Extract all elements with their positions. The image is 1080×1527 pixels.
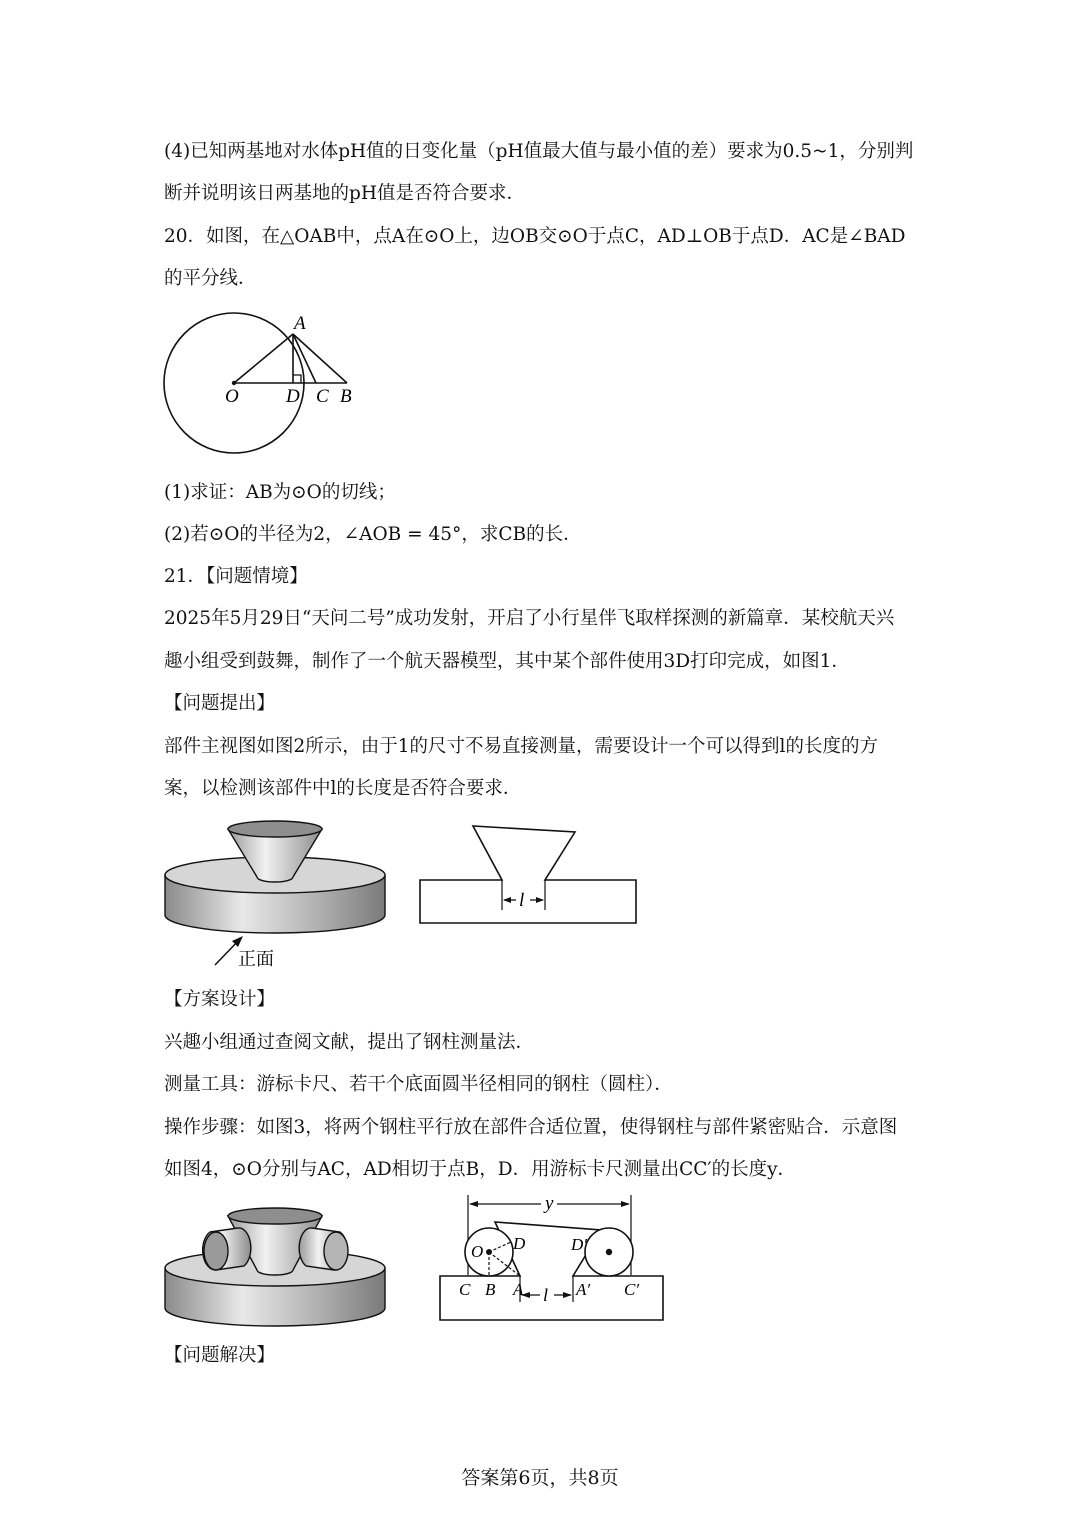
text-line-q19-4b: 断并说明该日两基地的pH值是否符合要求． — [164, 183, 525, 204]
text-line-problem-a: 部件主视图如图2所示，由于1的尺寸不易直接测量，需要设计一个可以得到l的长度的方 — [164, 736, 878, 757]
text-line-q20-2: (2)若⊙O的半径为2，∠AOB = 45°，求CB的长． — [164, 524, 582, 545]
label-c: C — [316, 386, 329, 407]
text-line-problem-b: 案，以检测该部件中l的长度是否符合要求． — [164, 778, 522, 799]
text-line-q20a: 20．如图，在△OAB中，点A在⊙O上，边OB交⊙O于点C，AD⊥OB于点D．AC是∠BAD — [164, 226, 906, 247]
figure-4-schematic — [435, 1190, 675, 1325]
label-o4: O — [471, 1242, 484, 1261]
text-line-problem-heading: 【问题提出】 — [164, 693, 276, 714]
right-cylinder-end — [324, 1232, 348, 1270]
label-ap4: A′ — [576, 1280, 591, 1299]
text-line-steps-b: 如图4，⊙O分别与AC，AD相切于点B，D．用游标卡尺测量出CC′的长度y． — [164, 1159, 797, 1180]
text-line-q21-context-a: 2025年5月29日“天问二号”成功发射，开启了小行星伴飞取样探测的新篇章．某校航天兴 — [164, 608, 895, 629]
y-arrow-left — [469, 1201, 478, 1207]
label-b: B — [340, 386, 352, 407]
segment-oa — [234, 334, 293, 383]
text-line-tools: 测量工具：游标卡尺、若干个底面圆半径相同的钢柱（圆柱）． — [164, 1074, 673, 1095]
dim-arrow-right — [536, 897, 544, 903]
figure-3-part-with-cylinders — [160, 1200, 390, 1330]
text-line-steps-a: 操作步骤：如图3，将两个钢柱平行放在部件合适位置，使得钢柱与部件紧密贴合．示意图 — [164, 1117, 898, 1138]
label-a4: A — [513, 1280, 524, 1299]
center-o — [486, 1249, 492, 1255]
label-d4: D — [513, 1234, 526, 1253]
label-b4: B — [485, 1280, 496, 1299]
y-arrow-right — [621, 1201, 630, 1207]
label-c4: C — [459, 1280, 471, 1299]
label-l4: l — [543, 1285, 549, 1305]
label-y: y — [545, 1193, 554, 1214]
text-line-q20b: 的平分线． — [164, 268, 257, 289]
text-line-solve-heading: 【问题解决】 — [164, 1345, 276, 1366]
label-l: l — [519, 890, 525, 911]
text-line-design-heading: 【方案设计】 — [164, 989, 276, 1010]
cone3-top — [228, 1208, 322, 1224]
text-line-design-a: 兴趣小组通过查阅文献，提出了钢柱测量法． — [164, 1032, 535, 1053]
label-dp4: D′ — [571, 1235, 587, 1254]
figure-2-front-view — [415, 820, 645, 930]
left-cylinder-end — [204, 1232, 228, 1270]
text-line-q21-title: 21．【问题情境】 — [164, 566, 308, 587]
label-o: O — [225, 386, 239, 407]
figure-1-part-3d — [160, 815, 390, 975]
label-cp4: C′ — [624, 1280, 640, 1299]
l-arrow-right — [563, 1292, 572, 1298]
figure-q20-circle — [150, 305, 370, 480]
label-front: 正面 — [238, 949, 274, 969]
label-a: A — [294, 313, 306, 334]
center-o-prime — [606, 1249, 612, 1255]
point-o — [232, 381, 236, 385]
cone-top — [228, 821, 322, 837]
text-line-q21-context-b: 趣小组受到鼓舞，制作了一个航天器模型，其中某个部件使用3D打印完成，如图1． — [164, 651, 850, 672]
dim-arrow-left — [503, 897, 511, 903]
page-footer: 答案第6页，共8页 — [461, 1467, 619, 1489]
label-d: D — [286, 386, 300, 407]
right-angle-mark — [293, 375, 301, 383]
text-line-q19-4a: (4)已知两基地对水体pH值的日变化量（pH值最大值与最小值的差）要求为0.5~1，分别判 — [164, 141, 914, 162]
text-line-q20-1: (1)求证：AB为⊙O的切线； — [164, 482, 396, 503]
